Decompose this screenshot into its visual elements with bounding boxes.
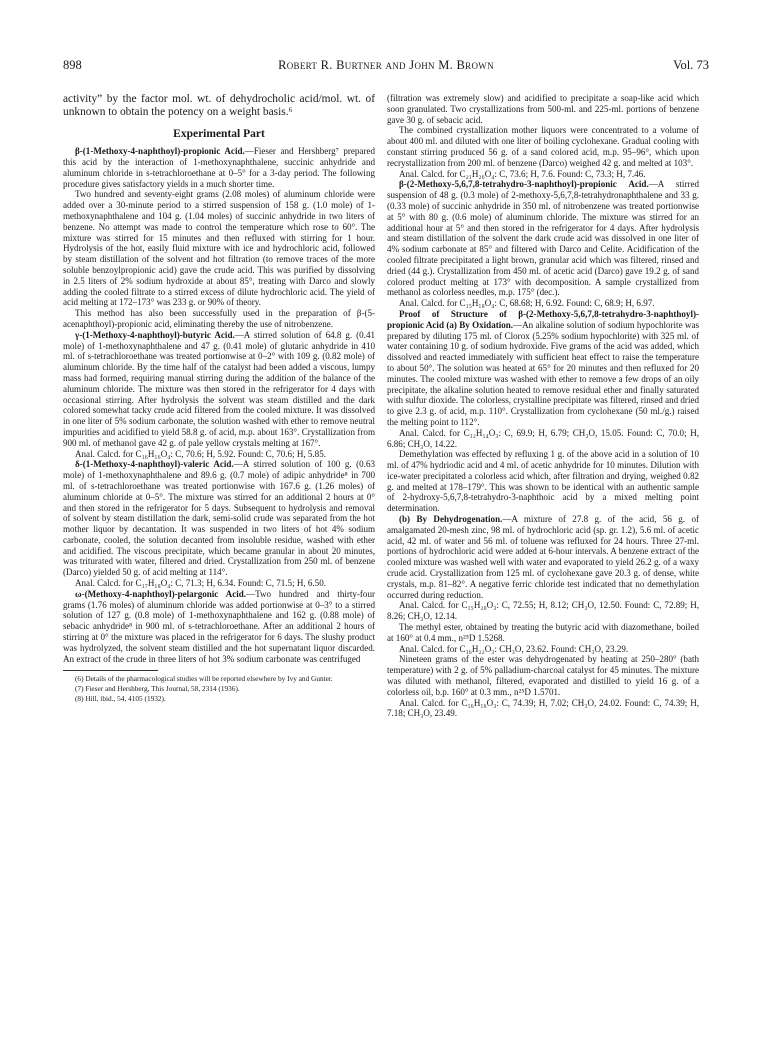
paragraph xyxy=(63,146,375,189)
paragraph-text: Anal. Calcd. for C₁₅H₁₈O₄: C, 68.68; H, 6.92. Found: C, 68.9; H, 6.97. xyxy=(399,298,655,309)
run-in-heading: Proof of Structure of β-(2-Methoxy-5,6,7,8-tetrahydro-3-naphthoyl)-propionic Acid (a) By Oxidation. xyxy=(387,308,699,330)
analysis-line xyxy=(387,298,699,309)
footnote: (8) Hill, ibid., 54, 4105 (1932). xyxy=(75,693,166,703)
paragraph xyxy=(387,622,699,644)
run-in-heading: β-(1-Methoxy-4-naphthoyl)-propionic Acid. xyxy=(75,146,245,157)
paragraph xyxy=(63,308,375,330)
analysis-line xyxy=(387,428,699,450)
paragraph-text: The methyl ester, obtained by treating the butyric acid with diazomethane, boiled at 160° at 0.4 mm., n²⁵D 1.5268. xyxy=(387,622,699,643)
paragraph xyxy=(387,179,699,298)
paragraph-text: Anal. Calcd. for C₁₅H₂₀O₃: C, 72.55; H, 8.12; CH₃O, 12.50. Found: C, 72.89; H, 8.26; CH₃O, 12.14. xyxy=(387,600,699,622)
paragraph-text: (filtration was extremely slow) and acidified to precipitate a soap-like acid which soon granulated. Two crystallizations from 500-ml. and 225-ml. portions of benzene gave 30 g. of sebacic acid. xyxy=(387,93,699,125)
paragraph xyxy=(387,309,699,428)
paragraph-text: Anal. Calcd. for C₁₆H₂₂O₃: CH₃O, 23.62. Found: CH₃O, 23.29. xyxy=(399,643,629,654)
paragraph-text: —A mixture of 27.8 g. of the acid, 56 g. of amalgamated 20-mesh zinc, 98 ml. of hydrochloric acid (sp. gr. 1.2), 5.6 ml. of acetic acid, 42 ml. of water and 56 ml. of toluene was refluxed for 24 hours. Three 27-ml. portions of hydrochloric acid were added at 6-hour intervals. A benzene extract of the cooled mixture was washed well with water and evaporated to yield 26.2 g. of a waxy crude acid. Crystallization from 125 ml. of cyclohexane gave 20.3 g. of dense, white crystals, m.p. 81–82°. A negative ferric chloride test indicated that no demethylation occurred during reduction. xyxy=(387,514,699,600)
paragraph xyxy=(63,189,375,308)
paragraph xyxy=(63,589,375,665)
paragraph-text: —Fieser and Hershberg⁷ prepared this acid by the interaction of 1-methoxynaphthalene, succinic anhydride and aluminum chloride in s-tetrachloroethane at 0–5° for a 3-day period. The following procedure gives satisfactory yields in a much shorter time. xyxy=(63,146,375,189)
analysis-line xyxy=(387,169,699,180)
paragraph-text: —A stirred suspension of 48 g. (0.3 mole) of 2-methoxy-5,6,7,8-tetrahydronaphthalene and 33 g. (0.33 mole) of succinic anhydride in 350 ml. of nitrobenzene was treated portionwise at 5° with 80 g. (0.6 mole) of aluminum chloride. The mixture was stirred for an additional hour at 5° and then stored in the refrigerator for 4 days. After hydrolysis and steam distillation of the solvent the dark crude acid was dissolved in one liter of 4% sodium carbonate at 85° and filtered with Darco and Celite. Acidification of the cooled filtrate precipitated a light brown, granular acid which was filtered, rinsed and dried (44 g.). Crystallization from 450 ml. of acetic acid (Darco) gave 19.2 g. of sand colored product melting at 173° with decomposition. A sample crystallized from methanol as colorless needles, m.p. 175° (dec.). xyxy=(387,179,699,298)
footnote-rule xyxy=(63,670,158,671)
paragraph xyxy=(63,459,375,578)
running-title: Robert R. Burtner and John M. Brown xyxy=(278,58,494,72)
paragraph-text: —An alkaline solution of sodium hypochlorite was prepared by diluting 175 ml. of Clorox (5.25% sodium hypochlorite) with 325 ml. of water containing 10 g. of sodium hydroxide. Five grams of the acid was added, which dissolved and reacted immediately with sufficient heat effect to raise the temperature to about 50°. The solution was heated at 65° for 20 minutes and then refluxed for 20 minutes. The cooled mixture was washed with ether to remove a few drops of an oily precipitate, the alkaline solution heated to remove residual ether and finally saturated with sulfur dioxide. The colorless, crystalline precipitate was filtered, rinsed and dried to give 2.3 g. of acid, m.p. 110°. Crystallization from cyclohexane (50 ml./g.) raised the melting point to 112°. xyxy=(387,319,699,427)
left-column xyxy=(63,93,375,703)
run-in-heading: ω-(Methoxy-4-naphthoyl)-pelargonic Acid. xyxy=(75,588,247,599)
footnote: (6) Details of the pharmacological studies will be reported elsewhere by Ivy and Gunter. xyxy=(75,674,333,684)
paragraph xyxy=(387,449,699,514)
volume-label: Vol. 73 xyxy=(673,58,709,72)
paragraph-text: Nineteen grams of the ester was dehydrogenated by heating at 250–280° (bath temperature) with 2 g. of 5% palladium-charcoal catalyst for 45 minutes. The mixture was diluted with methanol, filtered, evaporated and distilled to yield 16 g. of a colorless oil, b.p. 160° at 0.3 mm., n²⁵D 1.5701. xyxy=(387,654,699,697)
paragraph xyxy=(387,654,699,697)
paragraph-text: Anal. Calcd. for C₁₂H₁₄O₃: C, 69.9; H, 6.79; CH₃O, 15.05. Found: C, 70.0; H, 6.86; CH₃O, 14.22. xyxy=(387,427,699,449)
paragraph-text: Anal. Calcd. for C₂₁H₂₆O₄: C, 73.6; H, 7.6. Found: C, 73.3; H, 7.46. xyxy=(399,168,646,179)
paragraph-text: Anal. Calcd. for C₁₆H₁₆O₄: C, 70.6; H, 5.92. Found: C, 70.6; H, 5.85. xyxy=(75,448,326,459)
analysis-line xyxy=(387,644,699,655)
right-column xyxy=(387,93,699,719)
paragraph-text: Two hundred and seventy-eight grams (2.08 moles) of aluminum chloride were added over a 30-minute period to a stirred suspension of 158 g. (1.0 mole) of 1-methoxynaphthalene and 104 g. (1.04 moles) of succinic anhydride in two liters of benzene. No attempt was made to control the temperature which rose to 60°. The mixture was stirred for 15 minutes and then refluxed with stirring for 1 hour. Hydrolysis of the hot, easily fluid mixture with ice and hydrochloric acid, followed by steam distillation of the solvent and hot filtration (to remove traces of the more soluble benzoylpropionic acid) gave the crude acid. This was purified by dissolving in 2.5 liters of 2% sodium hydroxide at about 85°, treating with Darco and slowly adding the cooled filtrate to a stirred excess of dilute hydrochloric acid. The yield of acid melting at 172–173° was 233 g. or 90% of theory. xyxy=(63,189,375,308)
paragraph xyxy=(387,514,699,600)
paragraph-text: Anal. Calcd. for C₁₇H₁₈O₄: C, 71.3; H, 6.34. Found: C, 71.5; H, 6.50. xyxy=(75,578,326,589)
analysis-line xyxy=(63,449,375,460)
page-number: 898 xyxy=(63,58,82,72)
paragraph-text: —A stirred solution of 64.8 g. (0.41 mole) of 1-methoxynaphthalene and 47 g. (0.41 mole) of glutaric anhydride in 410 ml. of s-tetrachloroethane was treated portionwise at 0–2° with 109 g. (0.82 mole) of aluminum chloride. By the time half of the catalyst had been added a viscous, lumpy mass had formed, requiring manual stirring during the addition of the balance of the aluminum chloride. The mixture was then stored in the refrigerator for 4 days with occasional stirring. After hydrolysis the solvent was steam distilled and the dark colored somewhat tacky crude acid filtered from the cooled mixture. It was dissolved in one liter of 5% sodium carbonate, the solution washed with ether to remove neutral impurities and acidified to yield 58.8 g. of acid, m.p. about 163°. Crystallization from 900 ml. of methanol gave 42 g. of pale yellow crystals melting at 167°. xyxy=(63,329,375,448)
run-in-heading: δ-(1-Methoxy-4-naphthoyl)-valeric Acid. xyxy=(75,459,234,470)
paragraph-text: This method has also been successfully used in the preparation of β-(5-acenaphthoyl)-propionic acid, eliminating thereby the use of nitrobenzene. xyxy=(63,308,375,329)
analysis-line xyxy=(63,578,375,589)
section-heading: Experimental Part xyxy=(173,128,265,141)
paragraph-text: Demethylation was effected by refluxing 1 g. of the above acid in a solution of 10 ml. of 47% hydriodic acid and 4 ml. of acetic anhydride for 10 minutes. Dilution with ice-water precipitated a colorless acid which, after filtration and drying, weighed 0.82 g. and melted at 178–179°. This was shown to be identical with an authentic sample of 2-hydroxy-5,6,7,8-tetrahydro-3-naphthoic acid by a mixed melting point determination. xyxy=(387,449,699,514)
paragraph-text: Anal. Calcd. for C₁₆H₁₆O₃: C, 74.39; H, 7.02; CH₃O, 24.02. Found: C, 74.39; H, 7.18; CH₃O, 23.49. xyxy=(387,697,699,719)
analysis-line xyxy=(387,698,699,720)
analysis-line xyxy=(387,600,699,622)
run-in-heading: (b) By Dehydrogenation. xyxy=(399,514,503,525)
paragraph xyxy=(387,93,699,125)
paragraph xyxy=(63,330,375,449)
running-head xyxy=(63,58,709,76)
run-in-heading: γ-(1-Methoxy-4-naphthoyl)-butyric Acid. xyxy=(75,329,235,340)
paragraph xyxy=(387,125,699,168)
intro-text xyxy=(63,93,375,119)
paragraph-text: activity” by the factor mol. wt. of dehydrocholic acid/mol. wt. of unknown to obtain the potency on a weight basis.⁶ xyxy=(63,93,375,119)
paragraph-text: The combined crystallization mother liquors were concentrated to a volume of about 400 ml. and diluted with one liter of boiling cyclohexane. Gradual cooling with constant stirring produced 56 g. of a sand colored acid, m.p. 95–96°, which upon recrystallization from 200 ml. of benzene (Darco) weighed 42 g. and melted at 103°. xyxy=(387,125,699,168)
run-in-heading: β-(2-Methoxy-5,6,7,8-tetrahydro-3-naphthoyl)-propionic Acid. xyxy=(399,179,649,190)
paragraph-text: —Two hundred and thirty-four grams (1.76 moles) of aluminum chloride was added portionwise at 0–3° to a stirred solution of 127 g. (0.8 mole) of 1-methoxynaphthalene and 162 g. (0.88 mole) of sebacic anhydride⁸ in 900 ml. of s-tetrachloroethane. After an additional 2 hours of stirring at 0° the mixture was placed in the refrigerator for 6 days. The slushy product was hydrolyzed, the solvent steam distilled and the hot supernatant liquor discarded. An extract of the crude in three liters of hot 3% sodium carbonate was centrifuged xyxy=(63,588,375,664)
paragraph-text: —A stirred solution of 100 g. (0.63 mole) of 1-methoxynaphthalene and 89.6 g. (0.7 mole) of adipic anhydride⁸ in 700 ml. of s-tetrachloroethane was treated portionwise with 167.6 g. (1.26 moles) of aluminum chloride at 0–5°. The mixture was stirred for an additional 2 hours at 0° and then stored in the refrigerator for 5 days. Subsequent to hydrolysis and removal of solvent by steam distillation the dark, semi-solid crude was separated from the hot mother liquor by decantation. It was suspended in two liters of hot 4% sodium carbonate, cooled, the solution decanted from insoluble residue, washed with ether and acidified. The viscous precipitate, which became granular in about 20 minutes, was triturated with water, filtered and dried. Crystallization from 250 ml. of benzene (Darco) yielded 50 g. of acid melting at 114°. xyxy=(63,459,375,578)
footnote: (7) Fieser and Hershberg, This Journal, 58, 2314 (1936). xyxy=(75,684,240,694)
